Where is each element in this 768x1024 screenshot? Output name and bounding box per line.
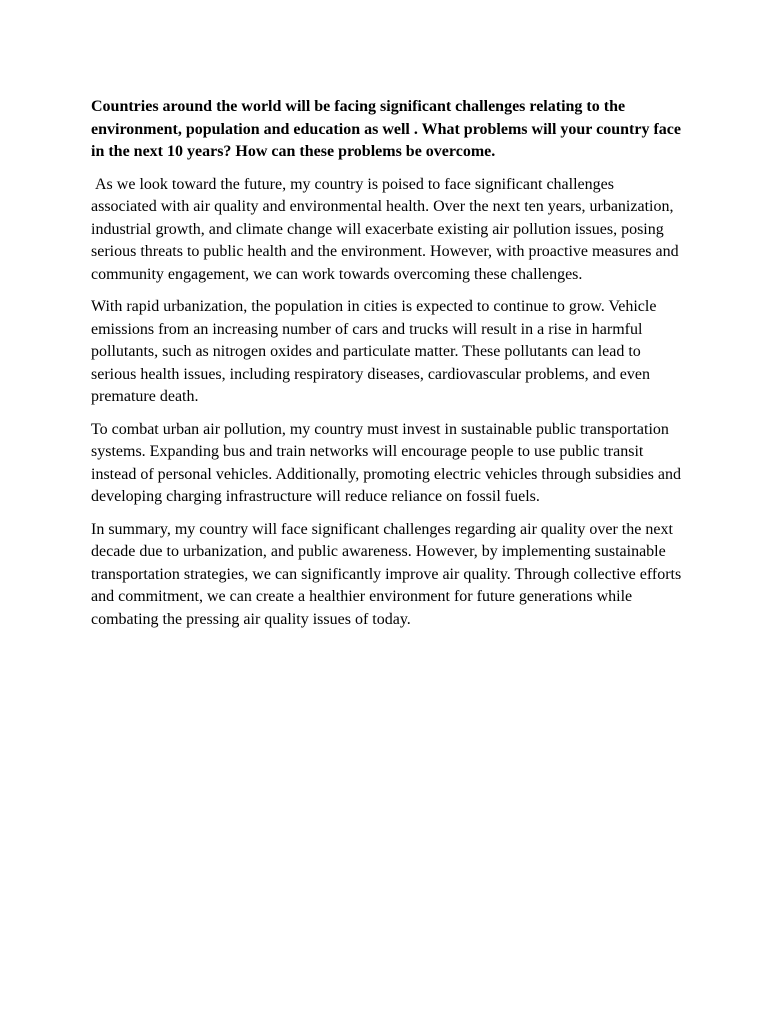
paragraph-summary: In summary, my country will face significant challenges regarding air quality over the next decade due to urbanization, and public awareness. However, by implementing sustainable transportation strategies, we can significantly improve air quality. Through collective efforts and commitment, we can create a healthier environment for future generations while combating the pressing air quality issues of today.: [91, 520, 682, 628]
document-body: [91, 96, 683, 641]
paragraph-solutions: To combat urban air pollution, my country must invest in sustainable public transportation systems. Expanding bus and train networks will encourage people to use public transit instead of personal vehicles. Additionally, promoting electric vehicles through subsidies and developing charging infrastructure will reduce reliance on fossil fuels.: [91, 420, 681, 505]
paragraph-urbanization: With rapid urbanization, the population in cities is expected to continue to grow. Vehicle emissions from an increasing number of cars and trucks will result in a rise in harmful pollutants, such as nitrogen oxides and particulate matter. These pollutants can lead to serious health issues, including respiratory diseases, cardiovascular problems, and even premature death.: [91, 298, 657, 405]
paragraph-introduction: As we look toward the future, my country is poised to face significant challenges associated with air quality and environmental health. Over the next ten years, urbanization, industrial growth, and climate change will exacerbate existing air pollution issues, posing serious threats to public health and the environment. However, with proactive measures and community engagement, we can work towards overcoming these challenges.: [91, 175, 683, 283]
essay-prompt: Countries around the world will be facing significant challenges relating to the environment, population and education as well . What problems will your country face in the next 10 years? How can these problems be overcome.: [91, 98, 681, 160]
